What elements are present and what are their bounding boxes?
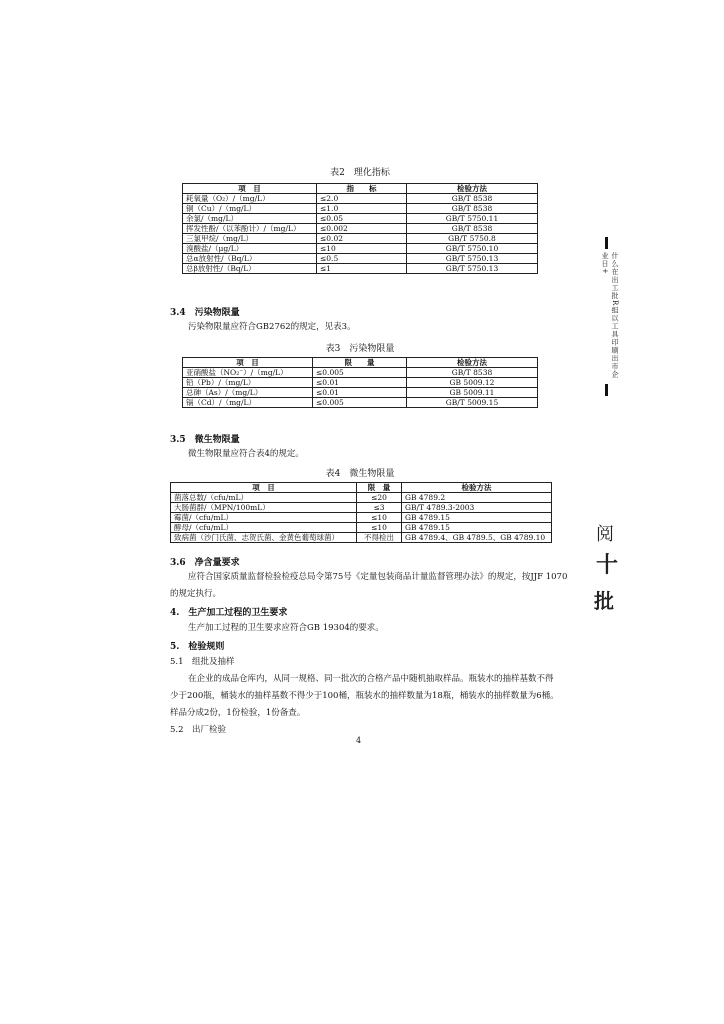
header-cell: 检验方法 bbox=[407, 184, 538, 194]
method-cell: GB/T 8538 bbox=[407, 194, 538, 204]
header-cell: 项 目 bbox=[183, 184, 317, 194]
method-cell: GB 4789.15 bbox=[402, 513, 552, 523]
item-cell: 亚硝酸盐（NO₂⁻）/（mg/L） bbox=[183, 368, 313, 378]
header-cell: 项 目 bbox=[171, 483, 357, 493]
limit-cell: ≤0.01 bbox=[313, 388, 407, 398]
method-cell: GB 5009.11 bbox=[407, 388, 538, 398]
item-cell: 镉（Cd）/（mg/L） bbox=[183, 398, 313, 408]
table-row bbox=[171, 513, 552, 523]
table-row bbox=[171, 493, 552, 503]
limit-cell: ≤10 bbox=[357, 523, 402, 533]
table-row bbox=[183, 398, 538, 408]
table-row bbox=[183, 244, 538, 254]
table3-caption: 表3 污染物限量 bbox=[325, 344, 395, 354]
section-5-2-heading: 5.2 出厂检验 bbox=[170, 725, 227, 735]
header-cell: 限 量 bbox=[313, 358, 407, 368]
table-row bbox=[171, 523, 552, 533]
table-row bbox=[183, 264, 538, 274]
table-header-row bbox=[183, 184, 538, 194]
item-cell: 致病菌（沙门氏菌、志贺氏菌、金黄色葡萄球菌） bbox=[171, 533, 357, 543]
table-header-row bbox=[183, 358, 538, 368]
section-3-6-heading: 3.6 净含量要求 bbox=[170, 558, 240, 568]
header-cell: 指 标 bbox=[317, 184, 407, 194]
header-cell: 检验方法 bbox=[402, 483, 552, 493]
limit-cell: ≤10 bbox=[357, 513, 402, 523]
table-row bbox=[171, 503, 552, 513]
item-cell: 酵母/（cfu/mL） bbox=[171, 523, 357, 533]
limit-cell: 不得检出 bbox=[357, 533, 402, 543]
method-cell: GB 4789.2 bbox=[402, 493, 552, 503]
table-row bbox=[171, 533, 552, 543]
item-cell: 总α放射性/（Bq/L） bbox=[183, 254, 317, 264]
method-cell: GB/T 4789.3-2003 bbox=[402, 503, 552, 513]
section-3-6-text-line2: 的规定执行。 bbox=[170, 589, 222, 599]
limit-cell: ≤1 bbox=[317, 264, 407, 274]
method-cell: GB/T 5009.15 bbox=[407, 398, 538, 408]
item-cell: 耗氧量（O₂）/（mg/L） bbox=[183, 194, 317, 204]
item-cell: 菌落总数/（cfu/mL） bbox=[171, 493, 357, 503]
table2-caption: 表2 理化指标 bbox=[330, 168, 390, 178]
table-row bbox=[183, 204, 538, 214]
item-cell: 大肠菌群/（MPN/100mL） bbox=[171, 503, 357, 513]
method-cell: GB/T 5750.13 bbox=[407, 254, 538, 264]
section-3-5-text: 微生物限量应符合表4的规定。 bbox=[188, 449, 304, 459]
header-cell: 项 目 bbox=[183, 358, 313, 368]
item-cell: 铅（Pb）/（mg/L） bbox=[183, 378, 313, 388]
table-row bbox=[183, 234, 538, 244]
handwritten-mark-2: 十 bbox=[596, 552, 619, 578]
section-4-text: 生产加工过程的卫生要求应符合GB 19304的要求。 bbox=[188, 623, 384, 633]
table-header-row bbox=[171, 483, 552, 493]
item-cell: 总砷（As）/（mg/L） bbox=[183, 388, 313, 398]
table2 bbox=[182, 183, 538, 274]
table-row bbox=[183, 368, 538, 378]
section-3-4-heading: 3.4 污染物限量 bbox=[170, 308, 240, 318]
item-cell: 余氯/（mg/L） bbox=[183, 214, 317, 224]
table-row bbox=[183, 194, 538, 204]
limit-cell: ≤10 bbox=[317, 244, 407, 254]
table3 bbox=[182, 357, 538, 408]
handwritten-mark-1: 阅 bbox=[596, 524, 614, 545]
page-number: 4 bbox=[356, 736, 362, 745]
item-cell: 溴酸盐/（μg/L） bbox=[183, 244, 317, 254]
table-row bbox=[183, 388, 538, 398]
limit-cell: ≤1.0 bbox=[317, 204, 407, 214]
header-cell: 检验方法 bbox=[407, 358, 538, 368]
header-cell: 限 量 bbox=[357, 483, 402, 493]
section-5-1-para-line3: 样品分成2份，1份检验，1份备查。 bbox=[170, 708, 306, 718]
method-cell: GB/T 8538 bbox=[407, 368, 538, 378]
method-cell: GB/T 5750.11 bbox=[407, 214, 538, 224]
method-cell: GB/T 8538 bbox=[407, 224, 538, 234]
margin-stamp-bar-bottom bbox=[605, 384, 608, 396]
item-cell: 总β放射性/（Bq/L） bbox=[183, 264, 317, 274]
item-cell: 铜（Cu）/（mg/L） bbox=[183, 204, 317, 214]
limit-cell: ≤0.005 bbox=[313, 398, 407, 408]
table-row bbox=[183, 378, 538, 388]
method-cell: GB 5009.12 bbox=[407, 378, 538, 388]
table-row bbox=[183, 224, 538, 234]
method-cell: GB/T 5750.10 bbox=[407, 244, 538, 254]
table-row bbox=[183, 254, 538, 264]
section-3-5-heading: 3.5 微生物限量 bbox=[170, 435, 240, 445]
limit-cell: ≤2.0 bbox=[317, 194, 407, 204]
method-cell: GB/T 5750.8 bbox=[407, 234, 538, 244]
method-cell: GB/T 5750.13 bbox=[407, 264, 538, 274]
section-3-4-text: 污染物限量应符合GB2762的规定，见表3。 bbox=[188, 322, 356, 332]
item-cell: 霉菌/（cfu/mL） bbox=[171, 513, 357, 523]
method-cell: GB/T 8538 bbox=[407, 204, 538, 214]
margin-stamp-text: 什么在出工批R组以工具印刷出市企业日+ bbox=[601, 252, 619, 379]
table4-caption: 表4 微生物限量 bbox=[325, 469, 395, 479]
item-cell: 挥发性酚/（以苯酚计）/（mg/L） bbox=[183, 224, 317, 234]
table-row bbox=[183, 214, 538, 224]
section-3-6-text-line1: 应符合国家质量监督检验检疫总局令第75号《定量包装商品计量监督管理办法》的规定，按JJF 1070 bbox=[188, 572, 568, 582]
section-5-1-para-line2: 少于200瓶，桶装水的抽样基数不得少于100桶，瓶装水的抽样数量为18瓶，桶装水的抽样数量为6桶。 bbox=[170, 691, 559, 701]
section-4-heading: 4. 生产加工过程的卫生要求 bbox=[170, 608, 288, 618]
limit-cell: ≤0.02 bbox=[317, 234, 407, 244]
section-5-1-para-line1: 在企业的成品仓库内，从同一规格、同一批次的合格产品中随机抽取样品。瓶装水的抽样基数不得 bbox=[188, 674, 554, 684]
method-cell: GB 4789.4、GB 4789.5、GB 4789.10 bbox=[402, 533, 552, 543]
limit-cell: ≤0.5 bbox=[317, 254, 407, 264]
limit-cell: ≤20 bbox=[357, 493, 402, 503]
item-cell: 三氯甲烷/（mg/L） bbox=[183, 234, 317, 244]
table4 bbox=[170, 482, 552, 543]
limit-cell: ≤3 bbox=[357, 503, 402, 513]
method-cell: GB 4789.15 bbox=[402, 523, 552, 533]
limit-cell: ≤0.002 bbox=[317, 224, 407, 234]
margin-stamp-bar-top bbox=[605, 237, 608, 249]
section-5-heading: 5. 检验规则 bbox=[170, 642, 225, 652]
limit-cell: ≤0.01 bbox=[313, 378, 407, 388]
limit-cell: ≤0.05 bbox=[317, 214, 407, 224]
section-5-1-heading: 5.1 组批及抽样 bbox=[170, 657, 235, 667]
handwritten-mark-3: 批 bbox=[594, 589, 614, 613]
limit-cell: ≤0.005 bbox=[313, 368, 407, 378]
